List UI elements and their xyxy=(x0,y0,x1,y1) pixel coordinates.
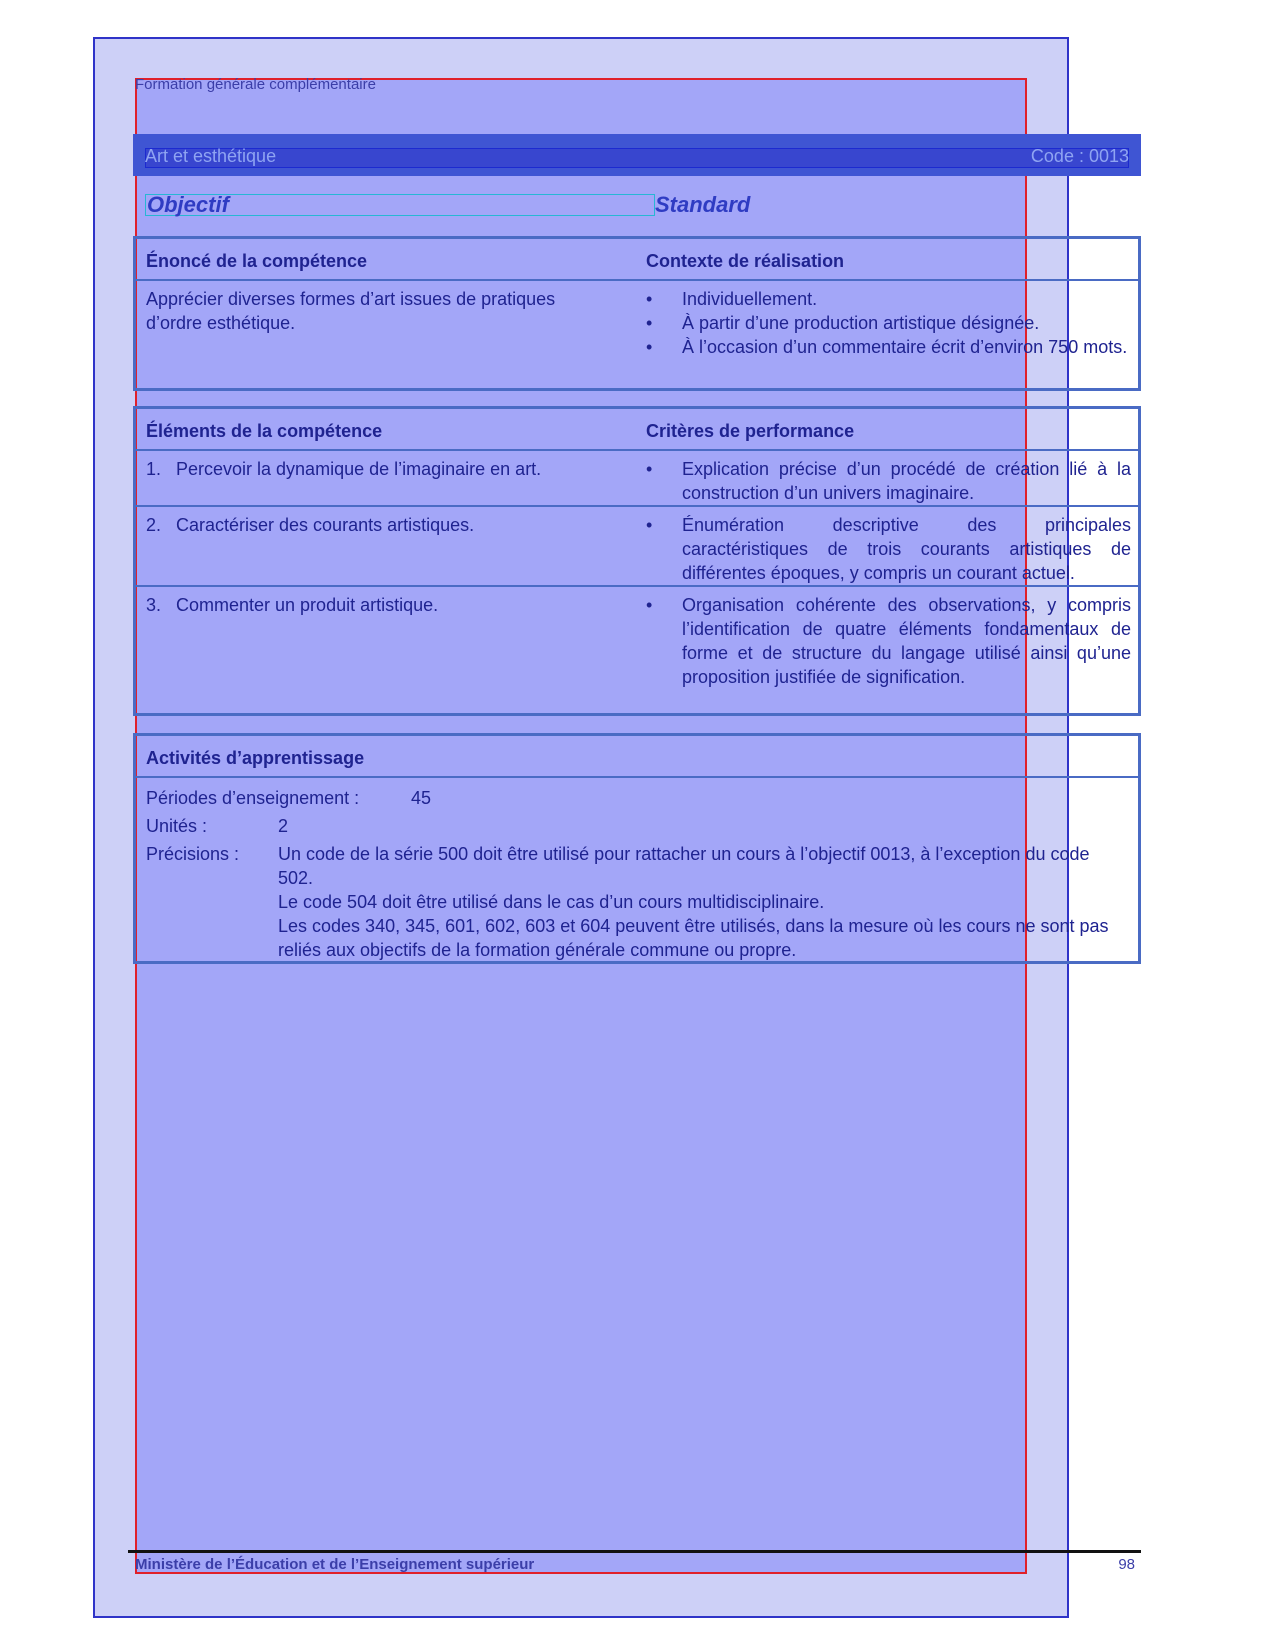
periodes-value: 45 xyxy=(411,788,432,808)
unites-value: 2 xyxy=(278,816,289,836)
standard-label: Standard xyxy=(655,192,751,217)
contexte-item: • À l’occasion d’un commentaire écrit d’environ 750 mots. xyxy=(646,335,1131,359)
precisions-line xyxy=(146,842,1126,962)
contexte-item: • Individuellement. xyxy=(646,287,1131,311)
footer-rule xyxy=(128,1550,1141,1553)
contexte-header: Contexte de réalisation xyxy=(646,251,845,271)
page-number: 98 xyxy=(1118,1556,1135,1573)
element-row xyxy=(136,451,1138,507)
elements-box xyxy=(133,406,1141,716)
elements-header xyxy=(136,409,1138,451)
unites-label: Unités : xyxy=(146,816,208,836)
course-title-bar xyxy=(133,134,1141,176)
running-header: Formation générale complémentaire xyxy=(135,76,376,93)
contexte-list xyxy=(646,287,1131,359)
criteres-header-label: Critères de performance xyxy=(646,421,855,441)
enonce-header: Énoncé de la compétence xyxy=(146,251,368,271)
activites-box xyxy=(133,733,1141,964)
element-text: 1. Percevoir la dynamique de l’imaginaire en art. xyxy=(146,459,542,479)
course-code: Code : 0013 xyxy=(1030,146,1129,166)
objectif-label: Objectif xyxy=(147,192,229,217)
element-row xyxy=(136,587,1138,713)
periodes-line xyxy=(146,786,1126,810)
periodes-label: Périodes d’enseignement : xyxy=(146,788,360,808)
contexte-item: • À partir d’une production artistique désignée. xyxy=(646,311,1131,335)
activites-header-label: Activités d’apprentissage xyxy=(146,748,365,768)
unites-line xyxy=(146,814,1126,838)
footer-ministry: Ministère de l’Éducation et de l’Enseignement supérieur xyxy=(135,1556,535,1573)
element-text: 2. Caractériser des courants artistiques. xyxy=(146,515,475,535)
activites-body xyxy=(146,784,1126,962)
critere-text: • Explication précise d’un procédé de création lié à la construction d’un univers imaginaire. xyxy=(646,457,1131,505)
element-text: 3. Commenter un produit artistique. xyxy=(146,595,439,615)
precision-item: Un code de la série 500 doit être utilisé pour rattacher un cours à l’objectif 0013, à l’exception du code 502. xyxy=(278,844,1090,888)
critere-text: • Énumération descriptive des principales caractéristiques de trois courants artistiques de différentes époques, y compris un courant actuel. xyxy=(646,513,1131,585)
course-title: Art et esthétique xyxy=(145,146,277,166)
competence-row xyxy=(136,281,1138,388)
precisions-text xyxy=(278,842,1123,962)
competence-header xyxy=(136,239,1138,281)
competence-box xyxy=(133,236,1141,391)
critere-text: • Organisation cohérente des observations, y compris l’identification de quatre éléments fondamentaux de forme et de structure du langage utilisé ainsi qu’une proposition justifiée de signification. xyxy=(646,593,1131,689)
course-title-band xyxy=(145,148,1129,168)
objectif-standard-row xyxy=(145,192,1065,218)
precisions-label: Précisions : xyxy=(146,844,240,864)
precision-item: Les codes 340, 345, 601, 602, 603 et 604 peuvent être utilisés, dans la mesure où les cours ne sont pas reliés aux objectifs de la formation générale commune ou propre. xyxy=(278,916,1109,960)
precision-item: Le code 504 doit être utilisé dans le cas d’un cours multidisciplinaire. xyxy=(278,892,825,912)
enonce-text: Apprécier diverses formes d’art issues de pratiques d’ordre esthétique. xyxy=(146,289,556,333)
element-row xyxy=(136,507,1138,587)
elements-header-label: Éléments de la compétence xyxy=(146,421,383,441)
activites-header xyxy=(136,736,1138,778)
